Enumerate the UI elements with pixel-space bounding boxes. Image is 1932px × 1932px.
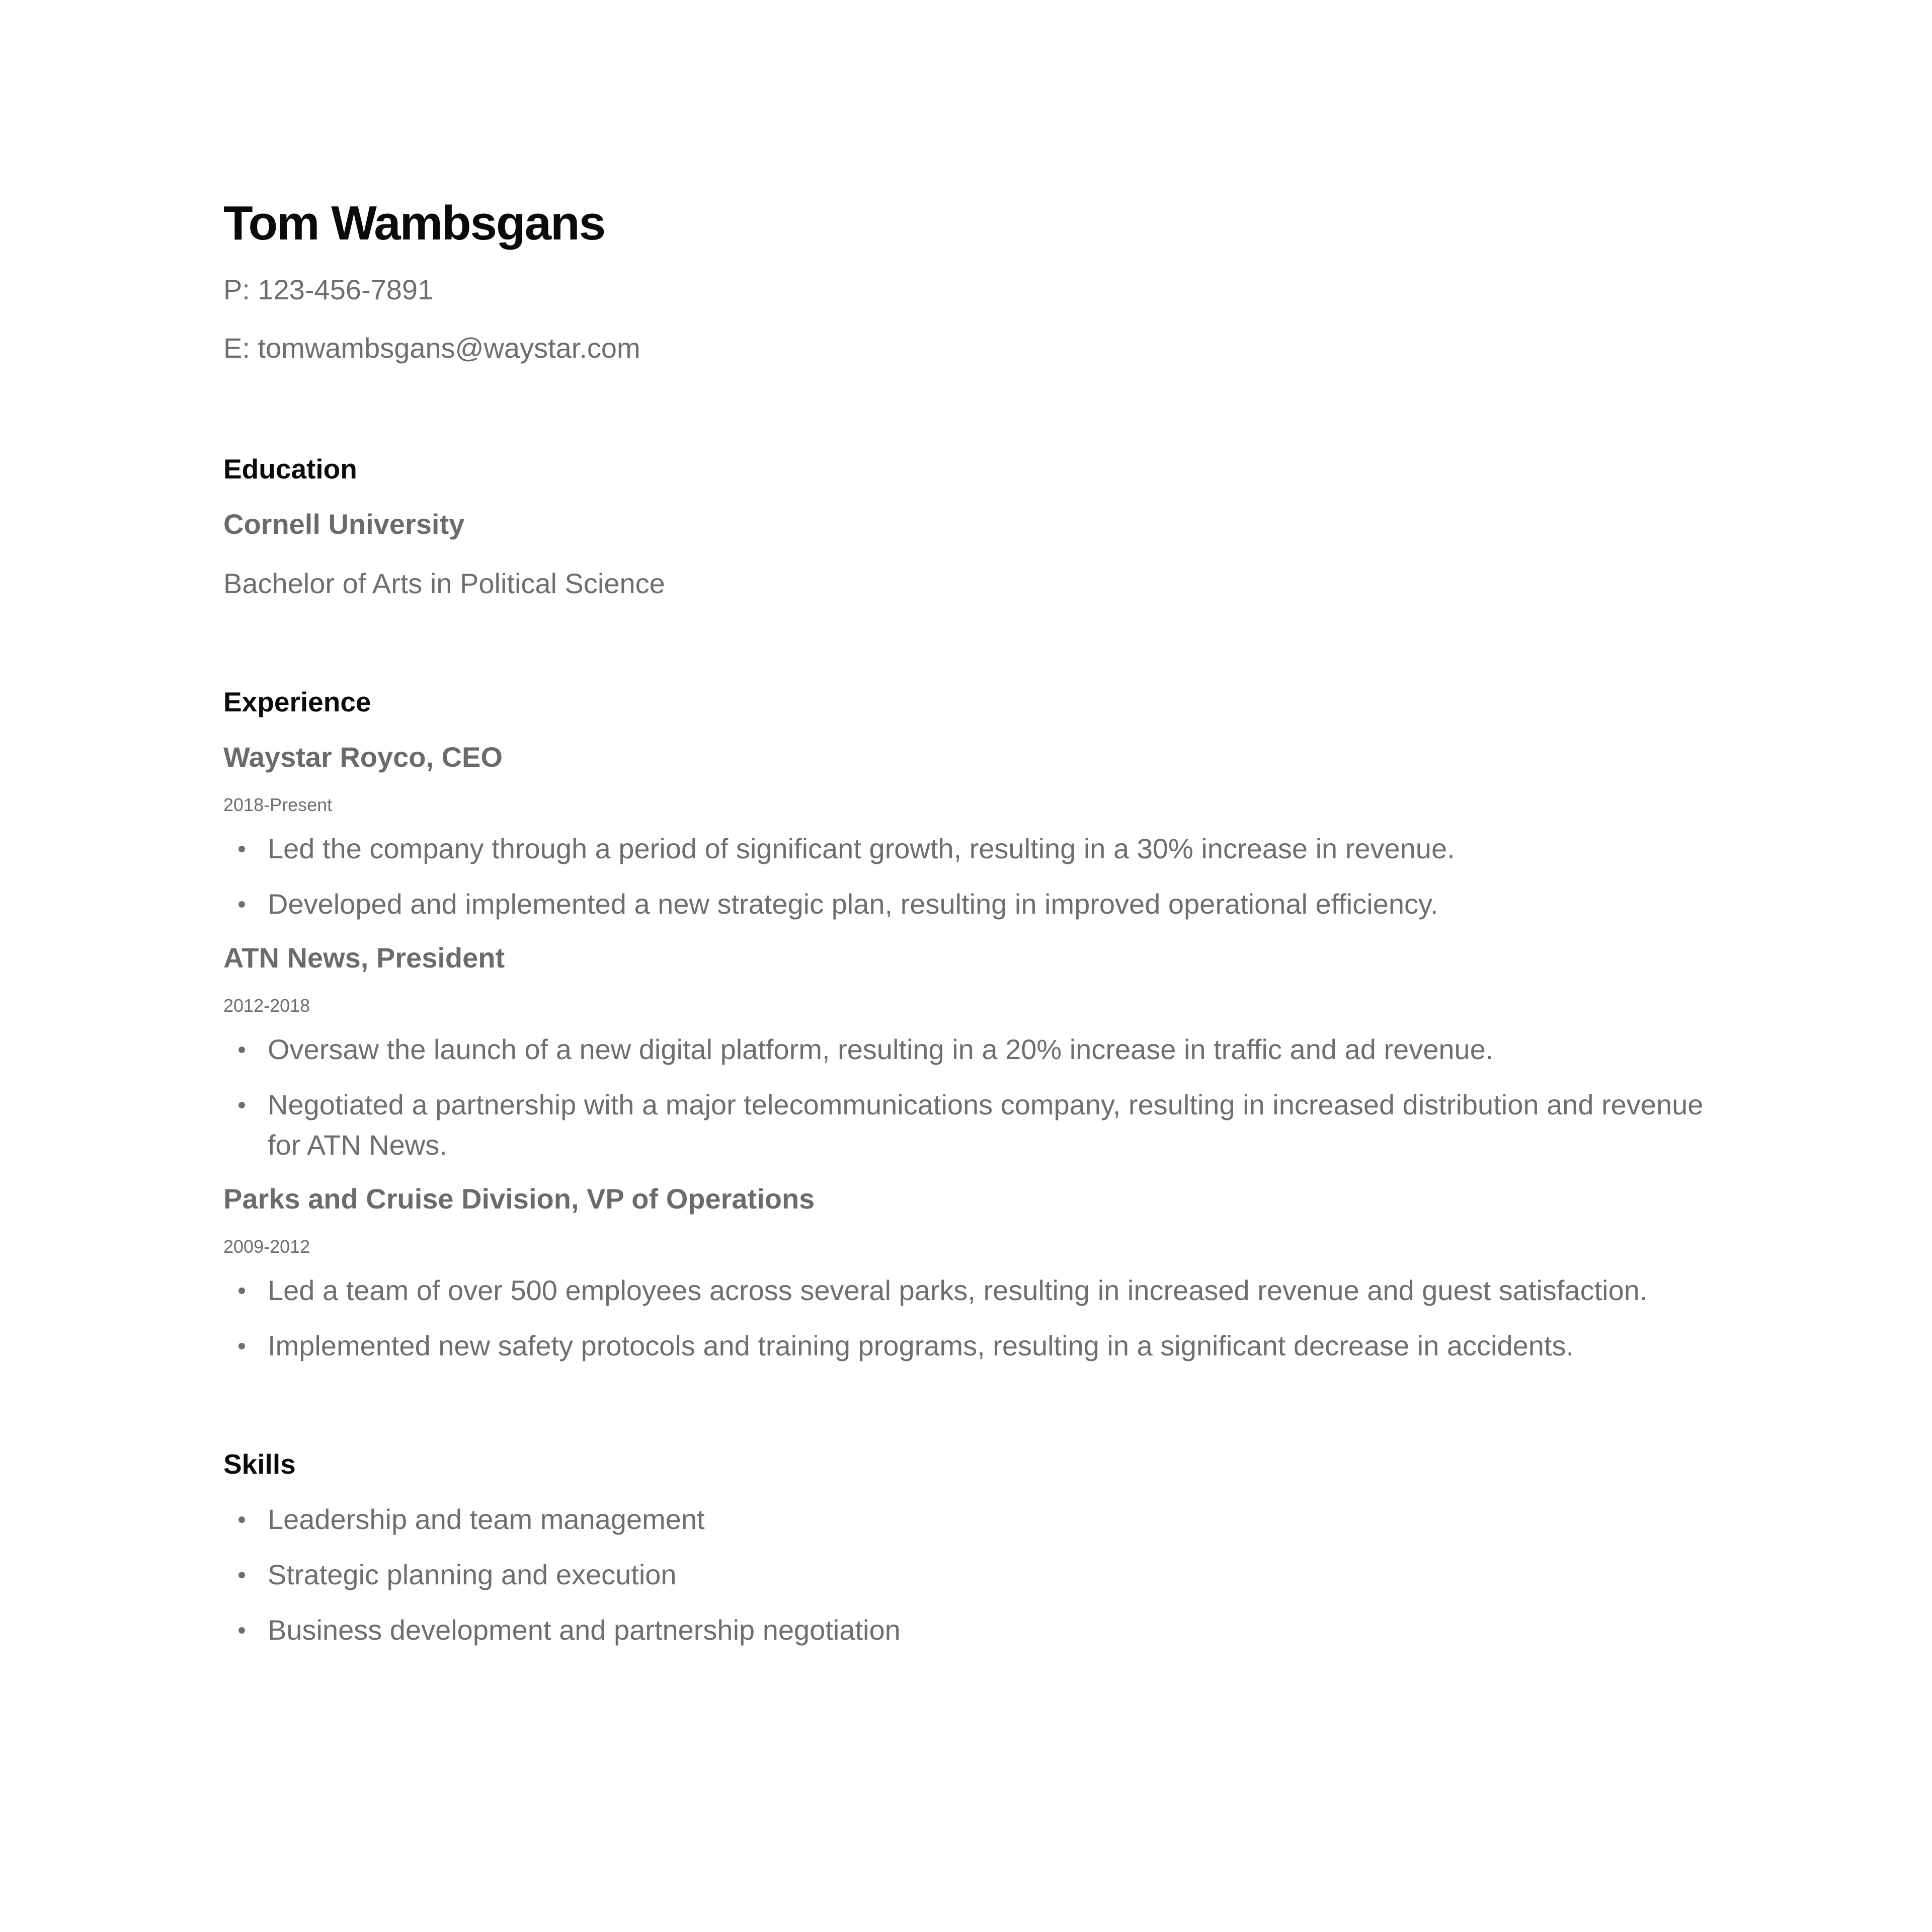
job-bullet bbox=[223, 884, 1708, 924]
job-dates: 2012-2018 bbox=[223, 995, 310, 1016]
experience-section bbox=[223, 682, 1708, 1366]
bullet-icon bbox=[238, 1102, 245, 1108]
bullet-icon bbox=[238, 1287, 245, 1294]
job-bullets bbox=[223, 1029, 1708, 1165]
job-dates: 2018-Present bbox=[223, 794, 333, 815]
bullet-icon bbox=[238, 846, 245, 852]
job-title: ATN News, President bbox=[223, 942, 505, 974]
bullet-text: Led the company through a period of significant growth, resulting in a 30% increase in revenue. bbox=[268, 833, 1455, 864]
job-bullet bbox=[223, 1085, 1708, 1165]
bullet-icon bbox=[238, 1572, 245, 1578]
resume-document bbox=[223, 191, 1708, 1650]
job-bullet bbox=[223, 1326, 1708, 1366]
job-bullet bbox=[223, 1029, 1708, 1070]
degree: Bachelor of Arts in Political Science bbox=[223, 568, 665, 599]
skills-list bbox=[223, 1499, 1708, 1650]
education-section bbox=[223, 449, 1708, 604]
candidate-name: Tom Wambsgans bbox=[223, 196, 605, 250]
job-entry bbox=[223, 1179, 1708, 1366]
skills-section bbox=[223, 1444, 1708, 1650]
bullet-icon bbox=[238, 901, 245, 908]
skill-item bbox=[223, 1555, 1708, 1595]
skill-text: Business development and partnership negotiation bbox=[268, 1614, 901, 1646]
education-heading: Education bbox=[223, 453, 357, 485]
school-name: Cornell University bbox=[223, 508, 465, 540]
job-title: Waystar Royco, CEO bbox=[223, 741, 503, 773]
bullet-icon bbox=[238, 1046, 245, 1053]
skills-heading: Skills bbox=[223, 1448, 296, 1480]
bullet-text: Negotiated a partnership with a major telecommunications company, resulting in increased distribution and revenue for ATN News. bbox=[268, 1089, 1704, 1161]
job-bullets bbox=[223, 1270, 1708, 1366]
job-bullet bbox=[223, 1270, 1708, 1311]
bullet-text: Developed and implemented a new strategic plan, resulting in improved operational efficiency. bbox=[268, 888, 1438, 920]
bullet-icon bbox=[238, 1516, 245, 1523]
skill-text: Leadership and team management bbox=[268, 1503, 705, 1535]
job-dates: 2009-2012 bbox=[223, 1236, 310, 1257]
email-address: E: tomwambsgans@waystar.com bbox=[223, 332, 640, 364]
job-entry bbox=[223, 737, 1708, 924]
job-entry bbox=[223, 938, 1708, 1165]
job-bullet bbox=[223, 829, 1708, 869]
job-bullets bbox=[223, 829, 1708, 924]
skill-item bbox=[223, 1610, 1708, 1650]
phone-number: P: 123-456-7891 bbox=[223, 274, 434, 305]
bullet-icon bbox=[238, 1343, 245, 1349]
experience-heading: Experience bbox=[223, 686, 371, 717]
skill-item bbox=[223, 1499, 1708, 1540]
bullet-text: Oversaw the launch of a new digital platform, resulting in a 20% increase in traffic and ad revenue. bbox=[268, 1033, 1494, 1065]
skill-text: Strategic planning and execution bbox=[268, 1559, 677, 1590]
bullet-text: Implemented new safety protocols and training programs, resulting in a significant decrease in accidents. bbox=[268, 1330, 1574, 1361]
bullet-icon bbox=[238, 1627, 245, 1634]
bullet-text: Led a team of over 500 employees across several parks, resulting in increased revenue and guest satisfaction. bbox=[268, 1274, 1648, 1306]
job-title: Parks and Cruise Division, VP of Operations bbox=[223, 1183, 815, 1215]
